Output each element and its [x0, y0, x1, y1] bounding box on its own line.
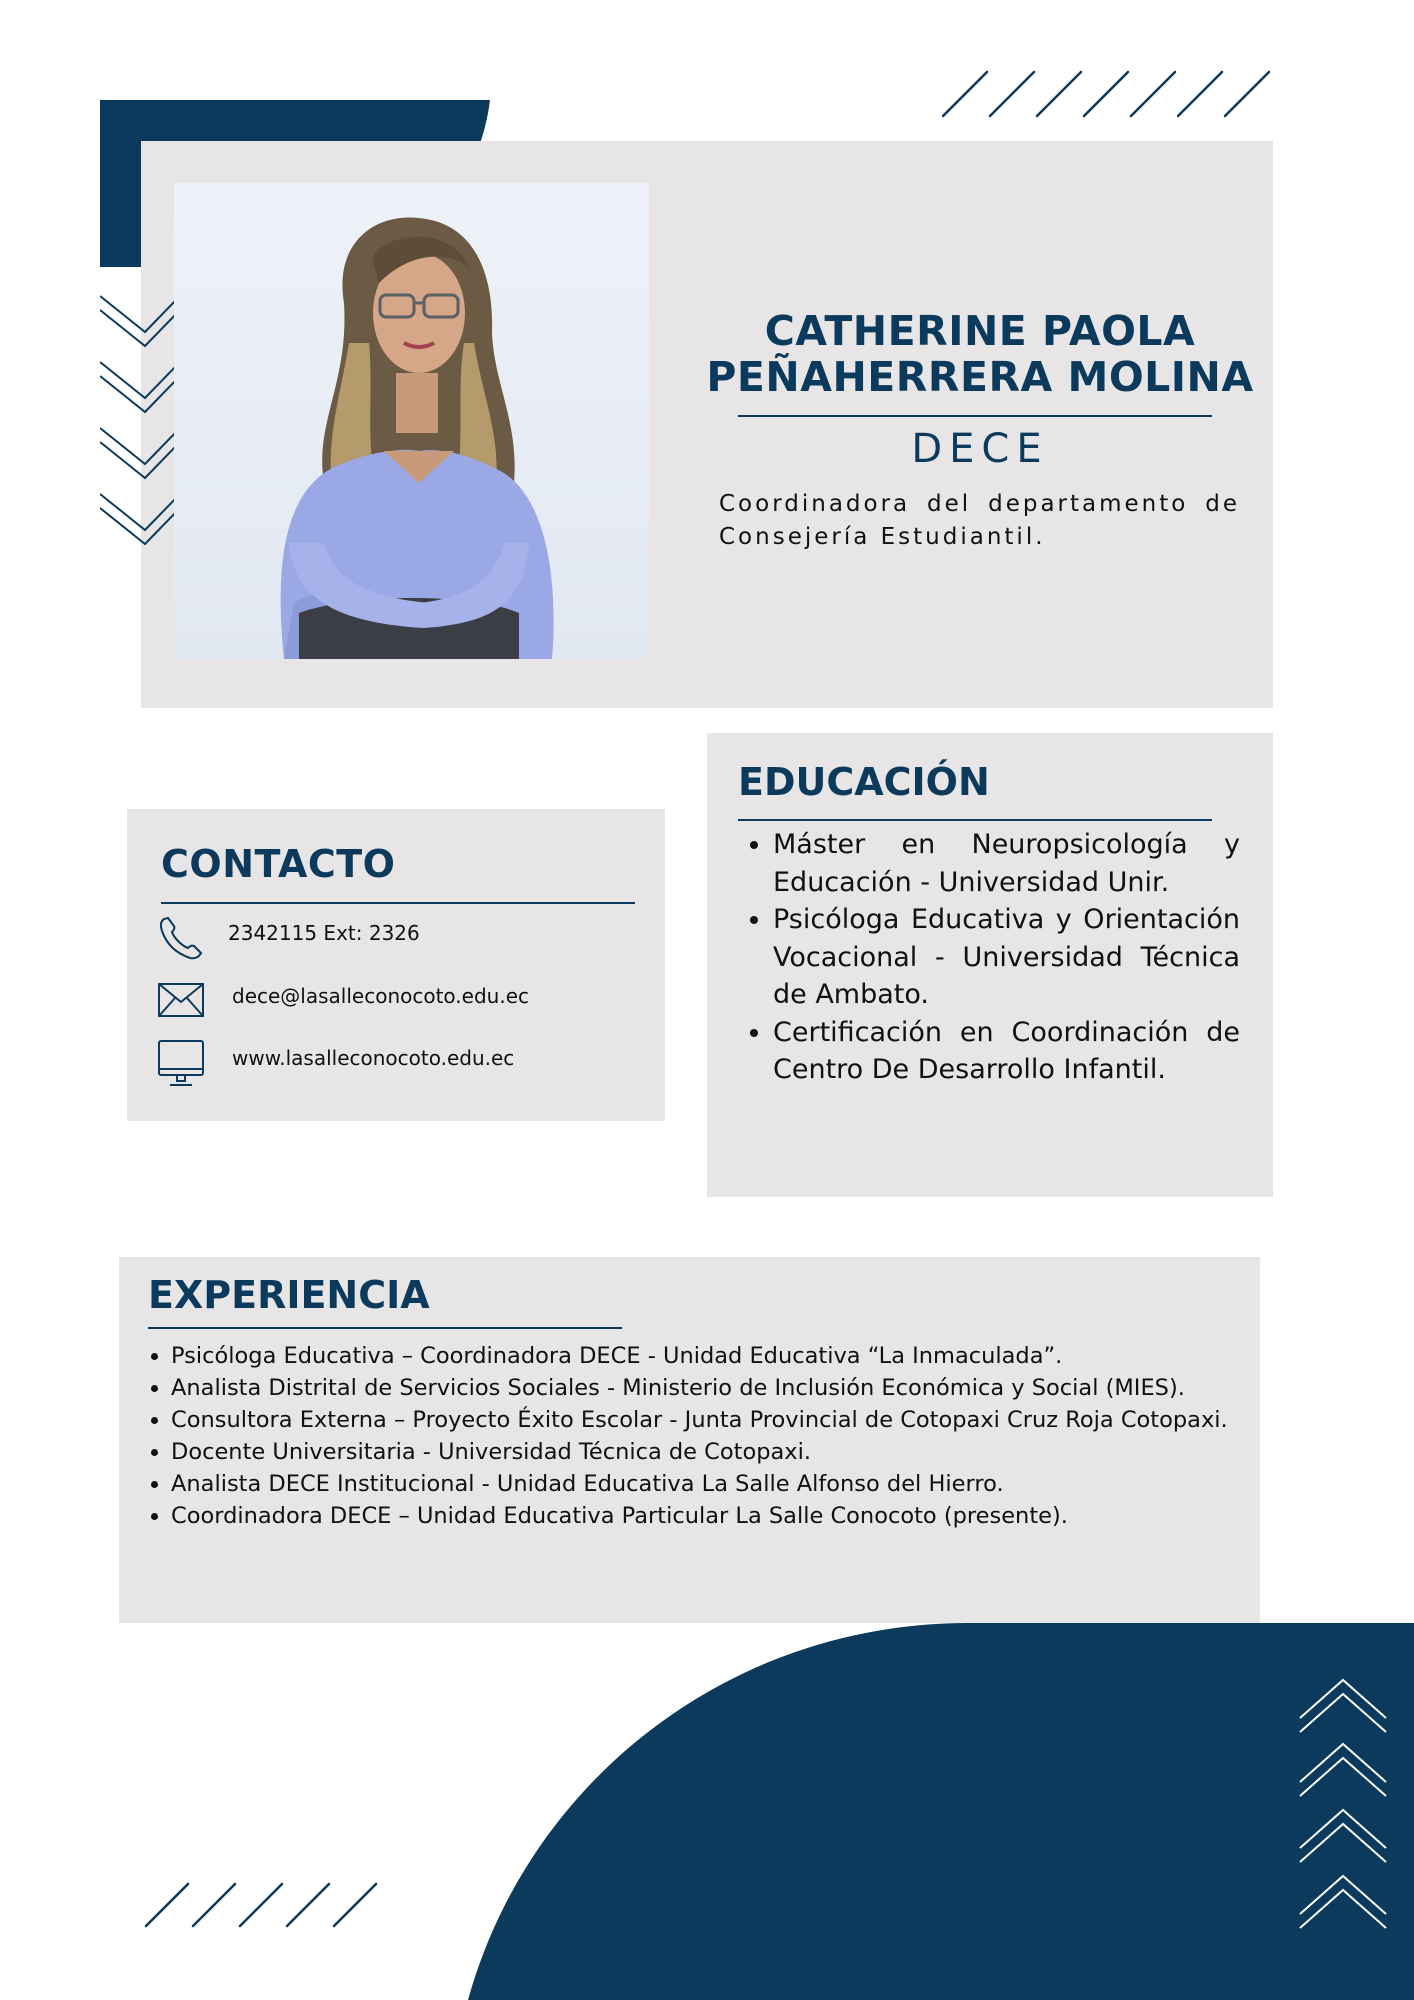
experience-item: • Analista Distrital de Servicios Sociales - Ministerio de Inclusión Económica y Social (MIES). — [171, 1372, 1234, 1404]
experience-divider — [148, 1327, 622, 1329]
experience-item: • Analista DECE Institucional - Unidad Educativa La Salle Alfonso del Hierro. — [171, 1468, 1234, 1500]
profile-photo — [174, 183, 649, 659]
contact-title: CONTACTO — [161, 842, 396, 886]
slash-decoration-top — [935, 68, 1275, 120]
chevron-decoration-left — [100, 292, 180, 552]
experience-item: • Coordinadora DECE – Unidad Educativa Particular La Salle Conocoto (presente). — [171, 1500, 1234, 1532]
experience-item: • Docente Universitaria - Universidad Técnica de Cotopaxi. — [171, 1436, 1234, 1468]
experience-title: EXPERIENCIA — [148, 1273, 430, 1317]
experience-list — [148, 1340, 1234, 1532]
education-list — [738, 826, 1240, 1089]
slash-decoration-bottom — [142, 1880, 392, 1930]
contact-divider — [161, 902, 635, 904]
education-title: EDUCACIÓN — [738, 760, 990, 804]
department-label: DECE — [911, 426, 1049, 472]
person-name: CATHERINE PAOLA PEÑAHERRERA MOLINA — [706, 307, 1254, 401]
name-divider — [738, 415, 1212, 417]
chevron-decoration-right — [1298, 1676, 1388, 1936]
website-link[interactable]: www.lasalleconocoto.edu.ec — [232, 1046, 515, 1070]
experience-item: • Psicóloga Educativa – Coordinadora DECE - Unidad Educativa “La Inmaculada”. — [171, 1340, 1234, 1372]
experience-item: • Consultora Externa – Proyecto Éxito Escolar - Junta Provincial de Cotopaxi Cruz Roja Cotopaxi. — [171, 1404, 1234, 1436]
education-divider — [738, 819, 1212, 821]
monitor-icon — [158, 1040, 204, 1088]
education-item: • Máster en Neuropsicología y Educación - Universidad Unir. — [773, 826, 1240, 901]
envelope-icon — [158, 983, 204, 1017]
phone-icon — [158, 915, 204, 961]
education-item: • Certificación en Coordinación de Centro De Desarrollo Infantil. — [773, 1014, 1240, 1089]
role-description: Coordinadora del departamento de Consejería Estudiantil. — [719, 491, 1240, 550]
email-link[interactable]: dece@lasalleconocoto.edu.ec — [232, 984, 530, 1008]
navy-arc-shape — [468, 1623, 1414, 2000]
phone-number: 2342115 Ext: 2326 — [228, 921, 420, 945]
education-item: • Psicóloga Educativa y Orientación Vocacional - Universidad Técnica de Ambato. — [773, 901, 1240, 1014]
